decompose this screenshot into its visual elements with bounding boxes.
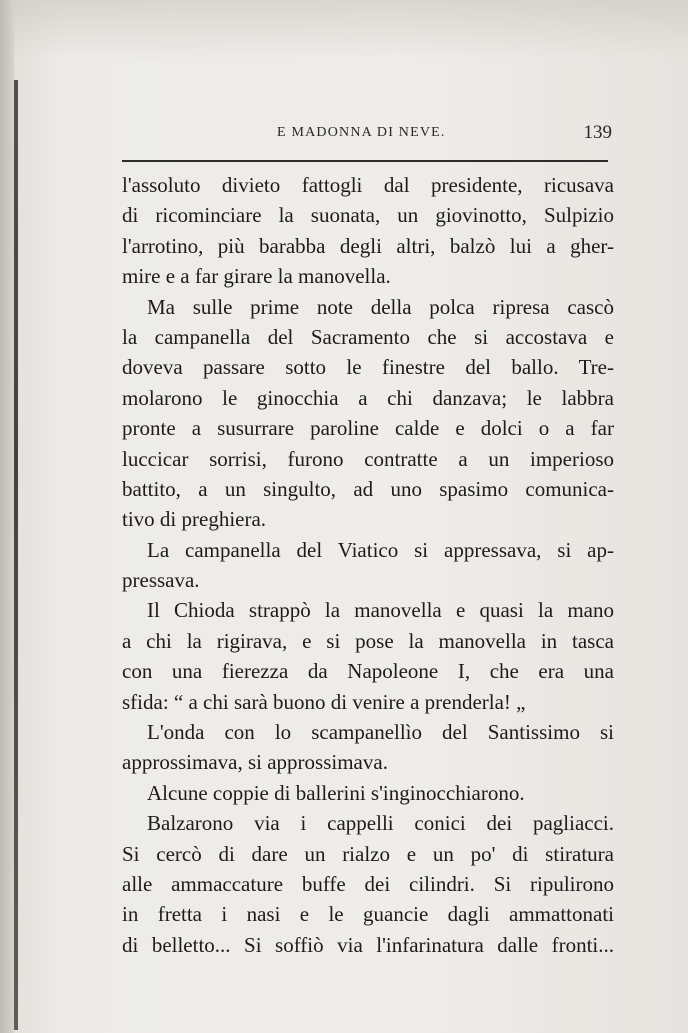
header-rule xyxy=(122,160,608,162)
text-line: l'arrotino, più barabba degli altri, balzò lui a gher- xyxy=(122,233,614,258)
binding-shadow xyxy=(0,0,14,1033)
paragraph xyxy=(122,595,614,717)
text-line: Balzarono via i cappelli conici dei pagliacci. xyxy=(147,811,614,836)
text-line: alle ammaccature buffe dei cilindri. Si ripulirono xyxy=(122,871,614,896)
text-line: mire e a far girare la manovella. xyxy=(122,264,391,289)
paragraph xyxy=(122,535,614,596)
text-line: sfida: “ a chi sarà buono di venire a prenderla! „ xyxy=(122,689,526,714)
text-line: Ma sulle prime note della polca ripresa cascò xyxy=(147,294,614,319)
text-line: L'onda con lo scampanellìo del Santissimo si xyxy=(147,720,614,745)
binding-edge xyxy=(14,80,18,1030)
text-line: la campanella del Sacramento che si accostava e xyxy=(122,324,614,349)
text-line: l'assoluto divieto fattogli dal presidente, ricusava xyxy=(122,173,614,197)
text-line: molarono le ginocchia a chi danzava; le labbra xyxy=(122,385,614,410)
text-line: battito, a un singulto, ad uno spasimo comunica- xyxy=(122,476,614,501)
text-line: doveva passare sotto le finestre del ballo. Tre- xyxy=(122,355,614,380)
text-line: pronte a susurrare paroline calde e dolci o a far xyxy=(122,416,614,441)
text-line: con una fierezza da Napoleone I, che era una xyxy=(122,659,614,684)
paragraph xyxy=(122,170,614,292)
body-text xyxy=(122,170,614,960)
text-line: a chi la rigirava, e si pose la manovella in tasca xyxy=(122,628,614,653)
text-line: di belletto... Si soffiò via l'infarinatura dalle fronti... xyxy=(122,932,614,957)
text-line: Alcune coppie di ballerini s'inginocchiarono. xyxy=(147,780,525,805)
text-line: tivo di preghiera. xyxy=(122,507,267,532)
text-line: Il Chioda strappò la manovella e quasi la mano xyxy=(147,598,614,623)
paragraph xyxy=(122,808,614,960)
text-line: di ricominciare la suonata, un giovinotto, Sulpizio xyxy=(122,203,614,228)
text-line: in fretta i nasi e le guancie dagli ammattonati xyxy=(122,902,614,927)
page-number: 139 xyxy=(583,122,612,143)
text-line: approssimava, si approssimava. xyxy=(122,750,388,775)
text-line: pressava. xyxy=(122,568,200,593)
page-header xyxy=(122,122,612,146)
text-line: Si cercò di dare un rialzo e un po' di stiratura xyxy=(122,841,614,866)
paragraph xyxy=(122,292,614,535)
paper-stain xyxy=(0,0,688,60)
running-title: E MADONNA DI NEVE. xyxy=(277,125,446,140)
paragraph xyxy=(122,717,614,778)
paragraph xyxy=(122,778,614,808)
text-line: La campanella del Viatico si appressava, si ap- xyxy=(147,537,614,562)
text-line: luccicar sorrisi, furono contratte a un imperioso xyxy=(122,446,614,471)
